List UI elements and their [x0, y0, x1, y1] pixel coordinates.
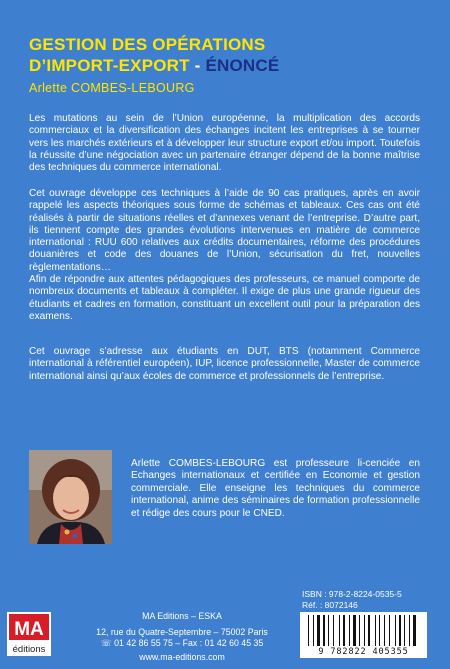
reference-number: Réf. : 8072146 — [302, 600, 358, 610]
author-bio: Arlette COMBES-LEBOURG est professeure li-cenciée en Echanges internationaux et certifiée en Economie et gestion commerciale. Elle enseigne les techniques du commerce international, anime des séminaires de formation professionnelle et rédige des cours pour le CNED. — [131, 458, 420, 519]
logo-text-bottom: éditions — [12, 644, 46, 655]
blurb-paragraph-2 — [29, 188, 420, 323]
barcode-digits: 9 782822 405355 — [318, 647, 409, 657]
author-photo — [29, 450, 112, 544]
publisher-address: 12, rue du Quatre-Septembre – 75002 Paris — [96, 627, 268, 637]
publisher-name: MA Editions – ESKA — [142, 611, 222, 621]
publisher-url: www.ma-editions.com — [139, 652, 225, 662]
blurb-paragraph-1: Les mutations au sein de l’Union européenne, la multiplication des accords commerciaux et la diversification des échanges incitent les entreprises à se tourner vers les marchés extérieurs et à développer leur structure export et/ou import. Toutefois la réussite d’une négociation avec un partenaire étranger dépend de la bonne maîtrise des techniques du commerce international. — [29, 113, 420, 174]
ma-editions-logo-icon — [7, 612, 51, 656]
blurb-paragraph-2b: Afin de répondre aux attentes pédagogiques des professeurs, ce manuel comporte de nombreux documents et tableaux à compléter. Il exige de plus une grande rigueur des étudiants et cadres en formation, constituant un excellent outil pour la préparation des examens. — [29, 274, 420, 322]
title-dash: - — [189, 56, 206, 75]
barcode-bars-icon — [300, 612, 427, 650]
publisher-logo — [7, 612, 51, 656]
book-title — [29, 34, 429, 76]
blurb-paragraph-2a: Cet ouvrage développe ces techniques à l’aide de 90 cas pratiques, après en avoir rappelé les aspects théoriques sous forme de schémas et tableaux. Ces cas ont été réalisés à partir de situations réelles et d’annexes venant de l’entreprise. D’autre part, ils tiennent compte des grandes évolutions intervenues en matière de commerce international : RUU 600 relatives aux crédits documentaires, réforme des procédures douanières et code des douanes de l’Union, sécurisation du fret, nouvelles règlementations… — [29, 188, 420, 273]
book-title-line2-text: D’IMPORT-EXPORT — [29, 56, 190, 75]
author-name: Arlette COMBES-LEBOURG — [29, 81, 195, 95]
title-enonce: ÉNONCÉ — [205, 56, 280, 75]
logo-text-top: MA — [14, 619, 44, 640]
publisher-phone: ☏ 01 42 86 55 75 – Fax : 01 42 60 45 35 — [100, 638, 264, 648]
author-portrait-icon — [29, 450, 112, 544]
barcode — [300, 612, 427, 658]
blurb-paragraph-3: Cet ouvrage s’adresse aux étudiants en DUT, BTS (notamment Commerce international à référentiel européen), IUP, licence professionnelle, Master de commerce international ainsi qu’aux écoles de commerce et professionnels de l’entreprise. — [29, 346, 420, 382]
book-title-line2 — [29, 55, 429, 76]
isbn: ISBN : 978-2-8224-0535-5 — [302, 589, 402, 599]
book-title-line1: GESTION DES OPÉRATIONS — [29, 35, 266, 54]
